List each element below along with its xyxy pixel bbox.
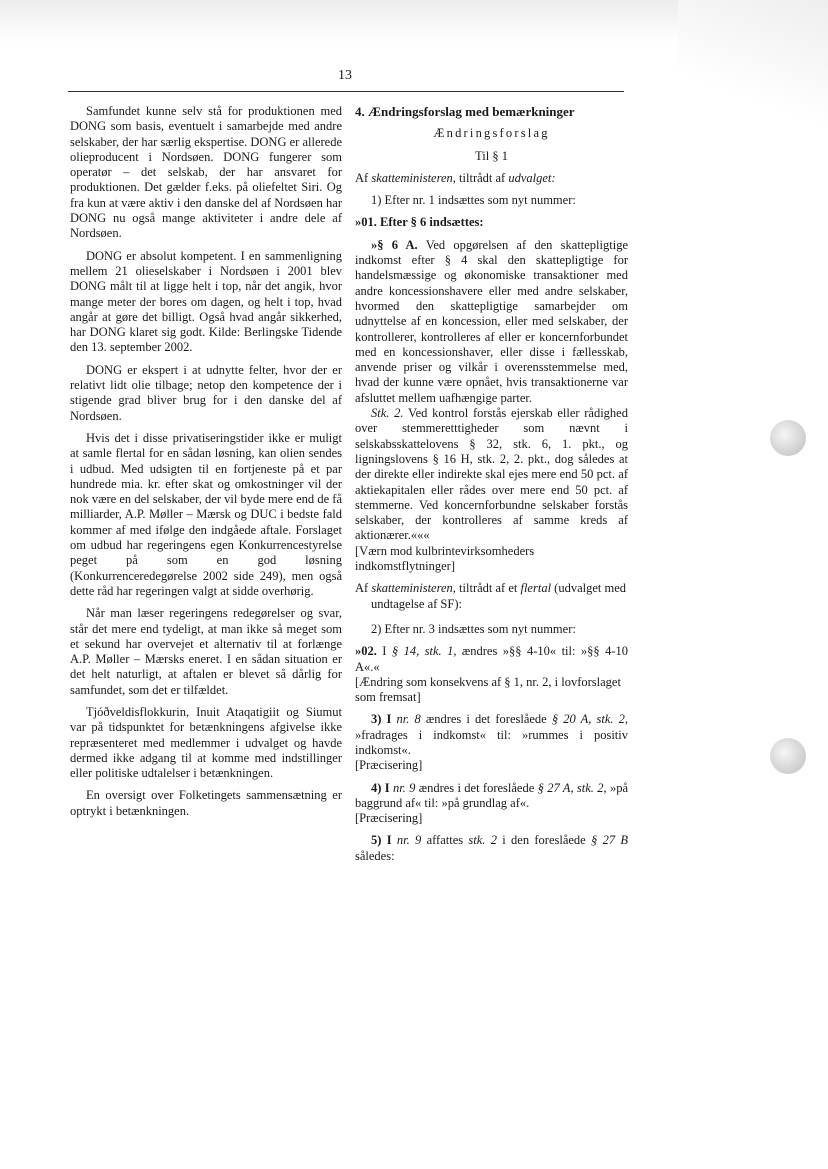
paragraph-title: Til § 1: [475, 148, 508, 163]
amendment-1-section-6a: »§ 6 A. Ved opgørelsen af den skattepligtige indkomst efter § 4 skal den skattepligtige for handelsmæssige og økonomiske transaktioner med andre koncessionshavere eller med andre selskaber, hvormed den skattepligtige samarbejder om udnyttelse af en koncession, eller med selskaber, der kontrollerer, kontrolleres af eller er koncernforbundet med en koncessionshaver, eller disse i fællesskab, anvende priser og vilkår i overensstemmelse med, hvad der kunne være opnået, hvis transaktionerne var afsluttet mellem uafhængige parter.: [355, 237, 629, 405]
amendment-1-note: [Værn mod kulbrintevirksomheders indkomstflytninger]: [355, 543, 535, 574]
paragraph-government-reports: Når man læser regeringens redegørelser og svar, står det mere end tydeligt, at man ikke så meget som et sekund har overvejet et alternativ til at forlænge A.P. Møller – Mærsks eneret. I en sådan situation er det helt naturligt, at aftalen er blevet så dårlig for samfundet, som det er tilfældet.: [70, 606, 342, 697]
amendment-2-item: 2) Efter nr. 3 indsættes som nyt nummer:: [371, 621, 576, 636]
paragraph-folketing-overview: En oversigt over Folketingets sammensætning er optrykt i betænkningen.: [70, 788, 342, 818]
punch-hole-lower: [770, 738, 806, 774]
amendment-2-note: [Ændring som konsekvens af § 1, nr. 2, i lovforslaget som fremsat]: [355, 674, 621, 705]
amendment-1-item: 1) Efter nr. 1 indsættes som nyt nummer:: [371, 193, 576, 208]
paragraph-dong-expert: DONG er ekspert i at udnytte felter, hvor der er relativt lidt olie tilbage; netop den kompetence der i stigende grad bliver brug for i den danske del af Nordsøen.: [70, 362, 342, 423]
punch-hole-upper: [770, 420, 806, 456]
scan-shadow-right: [678, 0, 828, 130]
amendment-3-note: [Præcisering]: [355, 758, 423, 773]
page-number: 13: [338, 68, 352, 83]
amendment-4-item: 4) I nr. 9 ændres i det foreslåede § 27 A, stk. 2, »på baggrund af« til: »på grundlag af«.: [355, 780, 629, 810]
section-heading: 4. Ændringsforslag med bemærkninger: [355, 104, 575, 119]
amendment-5-item: 5) I nr. 9 affattes stk. 2 i den foreslåede § 27 B således:: [355, 833, 629, 863]
amendment-2-intro: Af skatteministeren, tiltrådt af et flertal (udvalget med undtagelse af SF):: [355, 581, 627, 611]
header-rule: [68, 91, 624, 92]
amendment-1-stk-2: Stk. 2. Ved kontrol forstås ejerskab eller rådighed over stemmeretttigheder som nævnt i selskabsskattelovens § 32, stk. 6, 1. pkt., og ligningslovens § 16 H, stk. 2, 2. pkt., dog således at der direkte eller indirekte skal ejes mere end 50 pct. af aktiekapitalen eller rådes over mere end 50 pct. af stemmerne. Ved koncernforbundne selskaber forstås selskaber, der kontrolleres af samme kreds af aktionærer.«««: [355, 406, 628, 543]
paragraph-privatisation: Hvis det i disse privatiseringstider ikke er muligt at samle flertal for en sådan løsning, kan olien sendes i udbud. Med udsigten til en fortjeneste på et par hundrede mia. kr. efter skat og omkostninger vil der nok være en del selskaber, der vil byde mere end de få milliarder, A.P. Møller – Mærsk og DUC i bedste fald kommer af med ifølge den indgåede aftale. Forslaget om udbud har regeringens egen Konkurrencestyrelse peget på som en god løsning (Konkurrenceredegørelse 2002 side 249), men også dette råd har regeringen valgt at sidde overhørig.: [70, 430, 342, 598]
paragraph-parties-not-represented: Tjóðveldisflokkurin, Inuit Ataqatigiit og Siumut var på tidspunktet for betænkningens afgivelse ikke repræsenteret med medlemmer i udvalget og havde dermed ikke adgang til at komme med indstillinger eller politiske udtalelser i betænkningen.: [70, 704, 342, 781]
amendment-1-intro: Af skatteministeren, tiltrådt af udvalget:: [355, 170, 556, 185]
right-column: [355, 104, 628, 864]
paragraph-dong-production: Samfundet kunne selv stå for produktionen med DONG som basis, eventuelt i samarbejde med andre selskaber, der har særlig ekspertise. DONG er allerede olieproducent i Nordsøen. DONG fungerer som operatør – det selskab, der har ansvaret for produktionen. Det gælder f.eks. på oliefeltet Siri. Og fra kun at være aktiv i den danske del af Nordsøen har DONG nu også mange aktiviteter i andre dele af Nordsøen.: [70, 104, 342, 241]
amendment-4-note: [Præcisering]: [355, 811, 423, 826]
amendment-3-item: 3) I nr. 8 ændres i det foreslåede § 20 A, stk. 2, »fradrages i indkomst« til: »rummes i positiv indkomst«.: [355, 712, 629, 757]
amendments-subheading: Ændringsforslag: [433, 126, 550, 141]
left-column: [70, 104, 342, 826]
paragraph-dong-competence: DONG er absolut kompetent. I en sammenligning mellem 21 olieselskaber i Nordsøen i 2001 blev DONG målt til at ligge helt i top, når det angik, hvor mange meter der bores om dagen, og helt i top, hvad angår at gøre det billigt. Også hvad angår sikkerhed, har DONG klaret sig godt. Kilde: Berlingske Tidende den 13. september 2002.: [70, 248, 342, 355]
amendment-2-new-number: »02. I § 14, stk. 1, ændres »§§ 4-10« til: »§§ 4-10 A«.«: [355, 644, 628, 674]
amendment-1-new-number: »01. Efter § 6 indsættes:: [355, 215, 484, 230]
